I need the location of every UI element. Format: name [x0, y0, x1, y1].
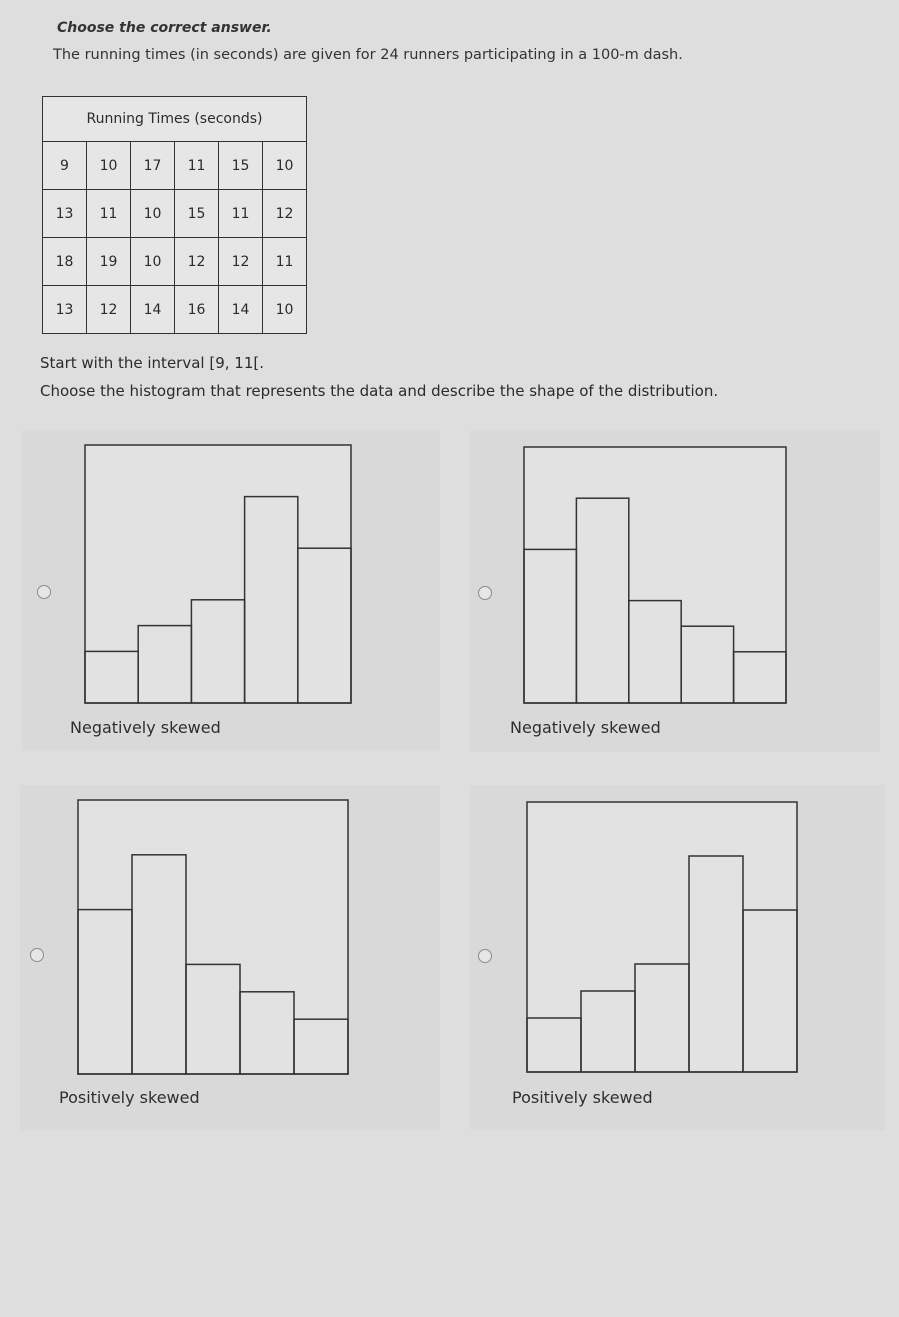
chart-frame	[85, 445, 351, 703]
answer-option-b[interactable]	[470, 430, 880, 752]
table-cell: 14	[219, 286, 263, 334]
table-cell: 19	[87, 238, 131, 286]
table-row	[43, 286, 307, 334]
radio-button[interactable]	[37, 585, 51, 599]
histogram-chart	[523, 446, 787, 704]
histogram-chart	[77, 799, 349, 1075]
answer-option-c[interactable]	[20, 785, 440, 1130]
table-row	[43, 142, 307, 190]
question-text: Choose the histogram that represents the data and describe the shape of the distribution.	[40, 382, 719, 400]
radio-button[interactable]	[30, 948, 44, 962]
table-cell: 12	[263, 190, 307, 238]
chart-frame	[78, 800, 348, 1074]
table-cell: 10	[263, 286, 307, 334]
histogram-chart	[526, 801, 798, 1073]
table-cell: 10	[131, 190, 175, 238]
table-cell: 11	[263, 238, 307, 286]
running-times-table	[42, 96, 307, 334]
table-cell: 11	[87, 190, 131, 238]
option-caption: Positively skewed	[59, 1088, 200, 1107]
radio-button[interactable]	[478, 586, 492, 600]
histogram-chart	[84, 444, 352, 704]
option-caption: Negatively skewed	[70, 718, 221, 737]
instruction: Choose the correct answer.	[57, 20, 272, 36]
table-cell: 17	[131, 142, 175, 190]
table-cell: 16	[175, 286, 219, 334]
start-interval-text: Start with the interval [9, 11[.	[40, 354, 264, 372]
table-row	[43, 190, 307, 238]
table-cell: 13	[43, 286, 87, 334]
question-prompt: The running times (in seconds) are given for 24 runners participating in a 100-m dash.	[53, 47, 683, 63]
option-caption: Positively skewed	[512, 1088, 653, 1107]
table-cell: 15	[219, 142, 263, 190]
table-cell: 11	[175, 142, 219, 190]
table-cell: 14	[131, 286, 175, 334]
table-cell: 13	[43, 190, 87, 238]
table-cell: 12	[175, 238, 219, 286]
table-cell: 10	[87, 142, 131, 190]
table-cell: 9	[43, 142, 87, 190]
answer-option-a[interactable]	[22, 430, 440, 750]
chart-frame	[527, 802, 797, 1072]
table-cell: 18	[43, 238, 87, 286]
chart-frame	[524, 447, 786, 703]
table-cell: 12	[87, 286, 131, 334]
table-title: Running Times (seconds)	[43, 97, 307, 142]
table-cell: 10	[131, 238, 175, 286]
table-row	[43, 238, 307, 286]
answer-option-d[interactable]	[470, 785, 885, 1130]
radio-button[interactable]	[478, 949, 492, 963]
option-caption: Negatively skewed	[510, 718, 661, 737]
table-cell: 12	[219, 238, 263, 286]
table-cell: 10	[263, 142, 307, 190]
table-cell: 15	[175, 190, 219, 238]
table-cell: 11	[219, 190, 263, 238]
